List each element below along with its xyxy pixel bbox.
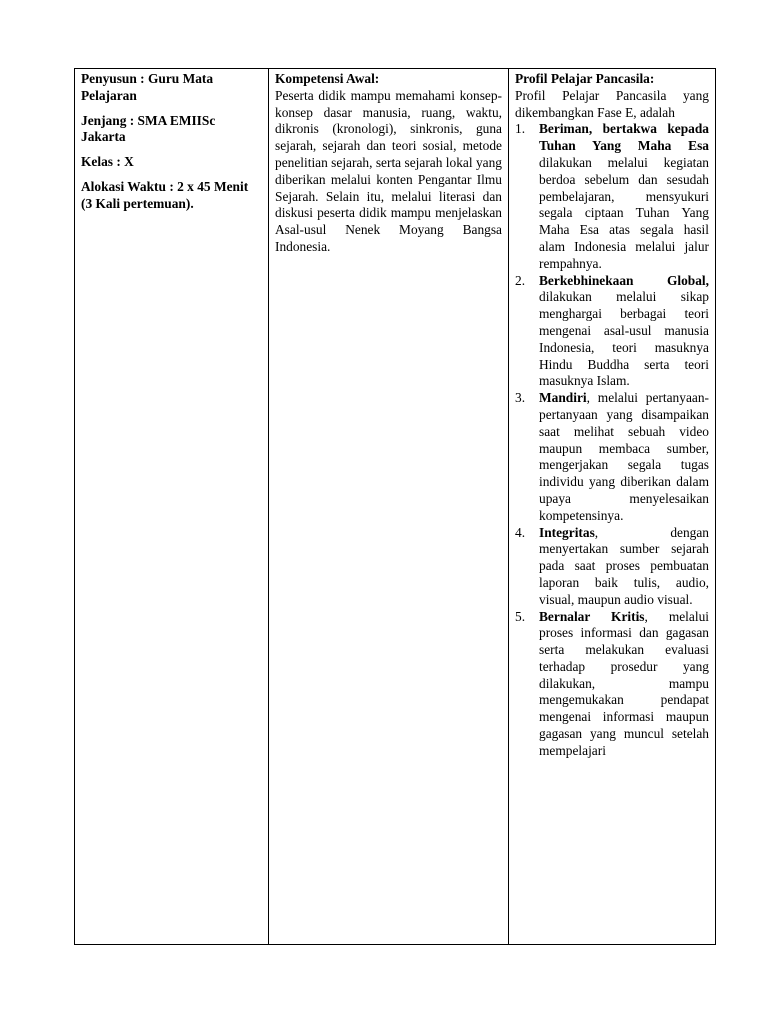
item-text: , melalui proses informasi dan gagasan serta melakukan evaluasi terhadap prosedur yang dilakukan, mampu mengemukakan pendapat mengenai informasi maupun gagasan yang muncul setelah mempelajari bbox=[539, 608, 709, 758]
profil-pelajar-intro: Profil Pelajar Pancasila yang dikembangkan Fase E, adalah bbox=[515, 87, 709, 120]
item-text: , melalui pertanyaan-pertanyaan yang disampaikan saat melihat sebuah video maupun membaca sumber, mengerjakan segala tugas individu yang diberikan dalam upaya menyelesaikan kompetensinya. bbox=[539, 390, 709, 523]
lesson-plan-table bbox=[74, 68, 716, 945]
item-title: Berkebhinekaan Global, bbox=[539, 272, 709, 288]
kelas-text: Kelas : X bbox=[81, 154, 134, 170]
penyusun-text: Penyusun : Guru Mata Pelajaran bbox=[81, 71, 214, 103]
item-title: Integritas bbox=[539, 524, 595, 540]
list-item: 2. Berkebhinekaan Global, dilakukan melalui sikap menghargai berbagai teori mengenai asal-usul manusia Indonesia, teori masuknya Hindu Buddha serta teori masuknya Islam. bbox=[515, 272, 709, 389]
jenjang-text: Jenjang : SMA EMIISc Jakarta bbox=[81, 112, 216, 145]
kompetensi-awal-heading: Kompetensi Awal: bbox=[275, 71, 380, 86]
item-text: , dengan menyertakan sumber sejarah pada saat proses pembuatan laporan baik tulis, audio, visual, maupun audio visual. bbox=[539, 524, 709, 607]
identity-cell bbox=[75, 69, 269, 945]
profil-pelajar-cell bbox=[509, 69, 716, 945]
list-item: 3. Mandiri, melalui pertanyaan-pertanyaan yang disampaikan saat melihat sebuah video maupun membaca sumber, mengerjakan segala tugas individu yang diberikan dalam upaya menyelesaikan kompetensinya. bbox=[515, 390, 709, 523]
item-text: dilakukan melalui kegiatan berdoa sebelum dan sesudah pembelajaran, mensyukuri segala ciptaan Tuhan Yang Maha Esa atas segala hasil alam Indonesia melalui jalur rempahnya. bbox=[539, 154, 709, 271]
item-title: Mandiri bbox=[539, 390, 587, 406]
item-title: Bernalar Kritis bbox=[539, 608, 645, 624]
profil-pelajar-heading: Profil Pelajar Pancasila: bbox=[515, 71, 655, 86]
item-text: dilakukan melalui sikap menghargai berbagai teori mengenai asal-usul manusia Indonesia, teori masuknya Hindu Buddha serta teori masuknya Islam. bbox=[539, 289, 709, 389]
alokasi-waktu-text: Alokasi Waktu : 2 x 45 Menit (3 Kali pertemuan). bbox=[81, 178, 249, 211]
item-title: Beriman, bertakwa kepada Tuhan Yang Maha Esa bbox=[539, 121, 709, 154]
list-item: 4. Integritas, dengan menyertakan sumber sejarah pada saat proses pembuatan laporan baik tulis, audio, visual, maupun audio visual. bbox=[515, 524, 709, 607]
list-item: 1. Beriman, bertakwa kepada Tuhan Yang Maha Esa dilakukan melalui kegiatan berdoa sebelum dan sesudah pembelajaran, mensyukuri segala ciptaan Tuhan Yang Maha Esa atas segala hasil alam Indonesia melalui jalur rempahnya. bbox=[515, 121, 709, 271]
list-item: 5. Bernalar Kritis, melalui proses informasi dan gagasan serta melakukan evaluasi terhadap prosedur yang dilakukan, mampu mengemukakan pendapat mengenai informasi maupun gagasan yang muncul setelah mempelajari bbox=[515, 608, 709, 758]
table-row bbox=[75, 69, 716, 945]
kompetensi-awal-cell bbox=[269, 69, 509, 945]
kompetensi-awal-body: Peserta didik mampu memahami konsep-konsep dasar manusia, ruang, waktu, dikronis (kronologi), sinkronis, guna sejarah, sejarah dan teori sosial, metode penelitian sejarah, serta sejarah lokal yang diberikan melalui konten Pengantar Ilmu Sejarah. Selain itu, melalui literasi dan diskusi peserta didik mampu menjelaskan Asal-usul Nenek Moyang Bangsa Indonesia. bbox=[275, 87, 502, 254]
profil-list bbox=[515, 121, 709, 759]
